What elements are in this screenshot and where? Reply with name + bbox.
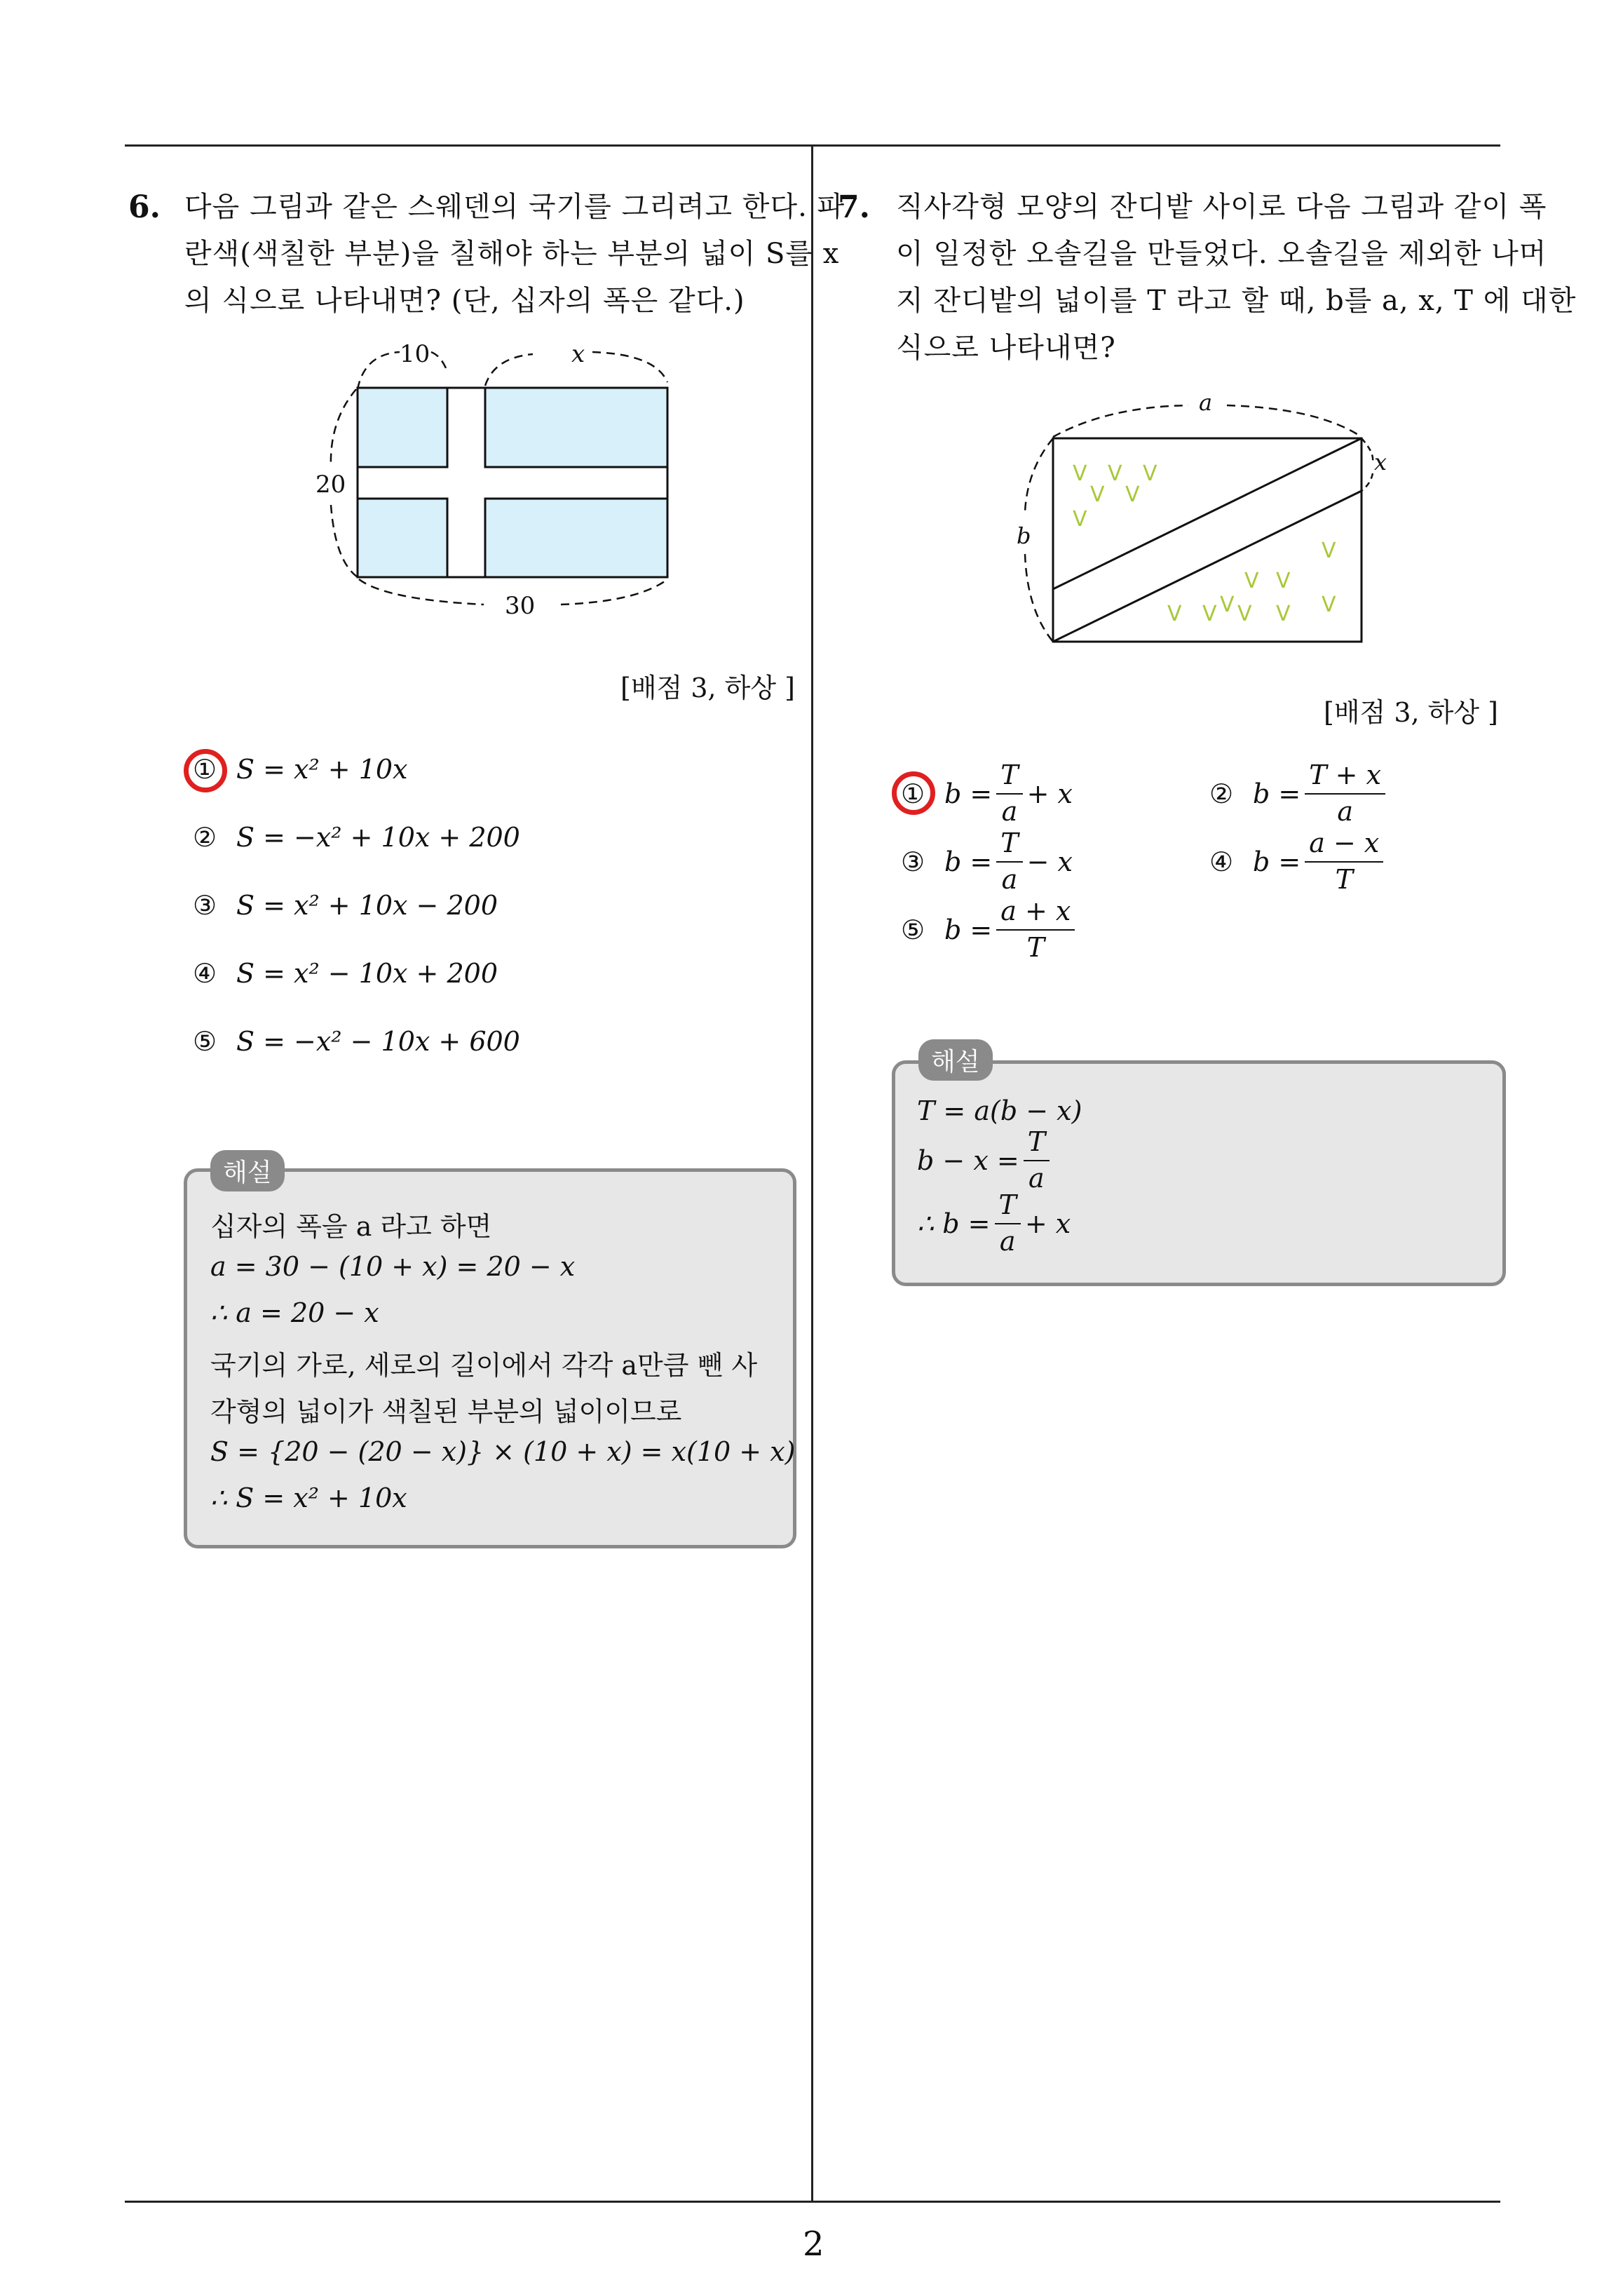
bottom-rule (125, 2201, 1500, 2203)
solution-line: S = {20 − (20 − x)} × (10 + x) = x(10 + x) (210, 1436, 796, 1467)
question-7-number: 7. (838, 189, 870, 225)
choice-rest: − x (1026, 846, 1073, 877)
question-7-line: 지 잔디밭의 넓이를 T 라고 할 때, b를 a, x, T 에 대한 (896, 285, 1577, 317)
fraction-numerator: T (995, 1191, 1021, 1224)
fraction-denominator: a (999, 1225, 1016, 1257)
choice-2[interactable] (193, 822, 520, 853)
label-30: 30 (505, 592, 536, 620)
choice-number: ⑤ (193, 1026, 217, 1057)
fraction-numerator: T (1024, 1128, 1050, 1161)
choice-5[interactable] (193, 1026, 520, 1057)
choice-2[interactable] (1209, 761, 1390, 827)
choice-5[interactable] (901, 897, 1079, 963)
label-20: 20 (315, 471, 346, 499)
label-10: 10 (400, 340, 430, 368)
choice-number: ① (901, 778, 925, 809)
question-6-line: 란색(색칠한 부분)을 칠해야 하는 부분의 넓이 S를 x (184, 238, 840, 270)
question-6-line: 다음 그림과 같은 스웨덴의 국기를 그리려고 한다. 파 (184, 191, 846, 223)
sweden-flag-figure (301, 330, 694, 624)
question-6-score: [배점 3, 하상 ] (620, 673, 795, 703)
lawn-path-figure (1003, 379, 1423, 659)
choice-lhs: b = (944, 914, 993, 945)
fraction-denominator: a (1028, 1162, 1045, 1194)
fraction-numerator: T (996, 829, 1022, 863)
choice-lhs: b = (944, 846, 993, 877)
page-number: 2 (803, 2224, 824, 2264)
question-6-line: 의 식으로 나타내면? (단, 십자의 폭은 같다.) (184, 285, 745, 317)
grass-mark: V (1220, 593, 1235, 617)
choice-number: ④ (193, 958, 217, 989)
choice-number: ① (193, 754, 217, 785)
choice-text: S = −x² − 10x + 600 (236, 1026, 520, 1057)
flag-blue-bottom-left (358, 499, 447, 577)
question-7-line: 직사각형 모양의 잔디밭 사이로 다음 그림과 같이 폭 (896, 191, 1547, 223)
question-7-line: 식으로 나타내면? (896, 332, 1116, 364)
grass-mark: V (1167, 602, 1182, 626)
choice-number: ② (193, 822, 217, 853)
choice-3[interactable] (901, 829, 1073, 895)
solution-line: 국기의 가로, 세로의 길이에서 각각 a만큼 뺀 사 (210, 1350, 758, 1381)
fraction-denominator: a (1337, 795, 1353, 827)
grass-mark: V (1073, 507, 1087, 532)
flag-blue-top-right (485, 388, 667, 467)
grass-mark: V (1202, 602, 1217, 626)
grass-mark: V (1276, 602, 1291, 626)
choice-number: ③ (193, 890, 217, 921)
solution-line: a = 30 − (10 + x) = 20 − x (210, 1251, 576, 1282)
fraction-denominator: a (1001, 795, 1018, 827)
solution-line: 십자의 폭을 a 라고 하면 (210, 1211, 492, 1242)
choice-lhs: b = (944, 778, 993, 809)
grass-mark: V (1108, 461, 1122, 486)
grass-mark: V (1125, 482, 1140, 507)
choice-number: ② (1209, 778, 1234, 809)
solution-rest: + x (1024, 1208, 1071, 1239)
choice-text: S = x² + 10x − 200 (236, 890, 498, 921)
choice-number: ③ (901, 846, 925, 877)
choice-number: ④ (1209, 846, 1234, 877)
choice-rest: + x (1026, 778, 1073, 809)
solution-line (917, 1128, 1054, 1194)
fraction (995, 1191, 1021, 1257)
fraction (1305, 761, 1385, 827)
choice-4[interactable] (193, 958, 498, 989)
choice-4[interactable] (1209, 829, 1387, 895)
fraction-denominator: T (1335, 863, 1353, 895)
label-a: a (1199, 389, 1213, 416)
solution-line: 각형의 넓이가 색칠된 부분의 넓이이므로 (210, 1396, 682, 1427)
label-b: b (1017, 522, 1031, 549)
grass-mark: V (1237, 602, 1252, 626)
solution-tag: 해설 (918, 1039, 993, 1081)
fraction-numerator: a + x (996, 897, 1075, 931)
fraction (996, 897, 1075, 963)
grass-mark: V (1073, 461, 1087, 486)
fraction (996, 829, 1022, 895)
column-divider (811, 144, 813, 2202)
solution-line: T = a(b − x) (917, 1095, 1082, 1126)
fraction-numerator: a − x (1305, 829, 1383, 863)
question-7-line: 이 일정한 오솔길을 만들었다. 오솔길을 제외한 나머 (896, 238, 1547, 270)
choice-number: ⑤ (901, 914, 925, 945)
choice-text: S = x² + 10x (236, 754, 408, 785)
solution-lhs: b − x = (917, 1144, 1019, 1176)
grass-marks (1073, 461, 1336, 626)
grass-mark: V (1276, 569, 1291, 593)
choice-text: S = x² − 10x + 200 (236, 958, 498, 989)
grass-mark: V (1090, 482, 1105, 507)
brace-x (1361, 438, 1373, 491)
fraction (1024, 1128, 1050, 1194)
label-x: x (1374, 449, 1387, 475)
question-6-number: 6. (128, 189, 161, 225)
flag-blue-bottom-right (485, 499, 667, 577)
fraction-numerator: T (996, 761, 1022, 795)
choice-text: S = −x² + 10x + 200 (236, 822, 520, 853)
fraction-denominator: T (1026, 931, 1045, 963)
solution-tag: 해설 (210, 1150, 285, 1191)
choice-lhs: b = (1253, 846, 1301, 877)
solution-line: ∴ S = x² + 10x (210, 1483, 407, 1513)
grass-mark: V (1322, 593, 1336, 617)
question-7-score: [배점 3, 하상 ] (1324, 697, 1498, 728)
grass-mark: V (1322, 539, 1336, 563)
flag-blue-top-left (358, 388, 447, 467)
fraction (996, 761, 1022, 827)
solution-lhs: ∴ b = (917, 1208, 991, 1239)
grass-mark: V (1244, 569, 1259, 593)
choice-1[interactable] (901, 761, 1073, 827)
fraction (1305, 829, 1383, 895)
grass-mark: V (1143, 461, 1157, 486)
solution-line: ∴ a = 20 − x (210, 1297, 379, 1328)
fraction-denominator: a (1001, 863, 1018, 895)
solution-line (917, 1191, 1071, 1257)
choice-3[interactable] (193, 890, 498, 921)
fraction-numerator: T + x (1305, 761, 1385, 795)
label-x-top: x (571, 340, 585, 368)
choice-lhs: b = (1253, 778, 1301, 809)
choice-1[interactable] (193, 754, 407, 785)
